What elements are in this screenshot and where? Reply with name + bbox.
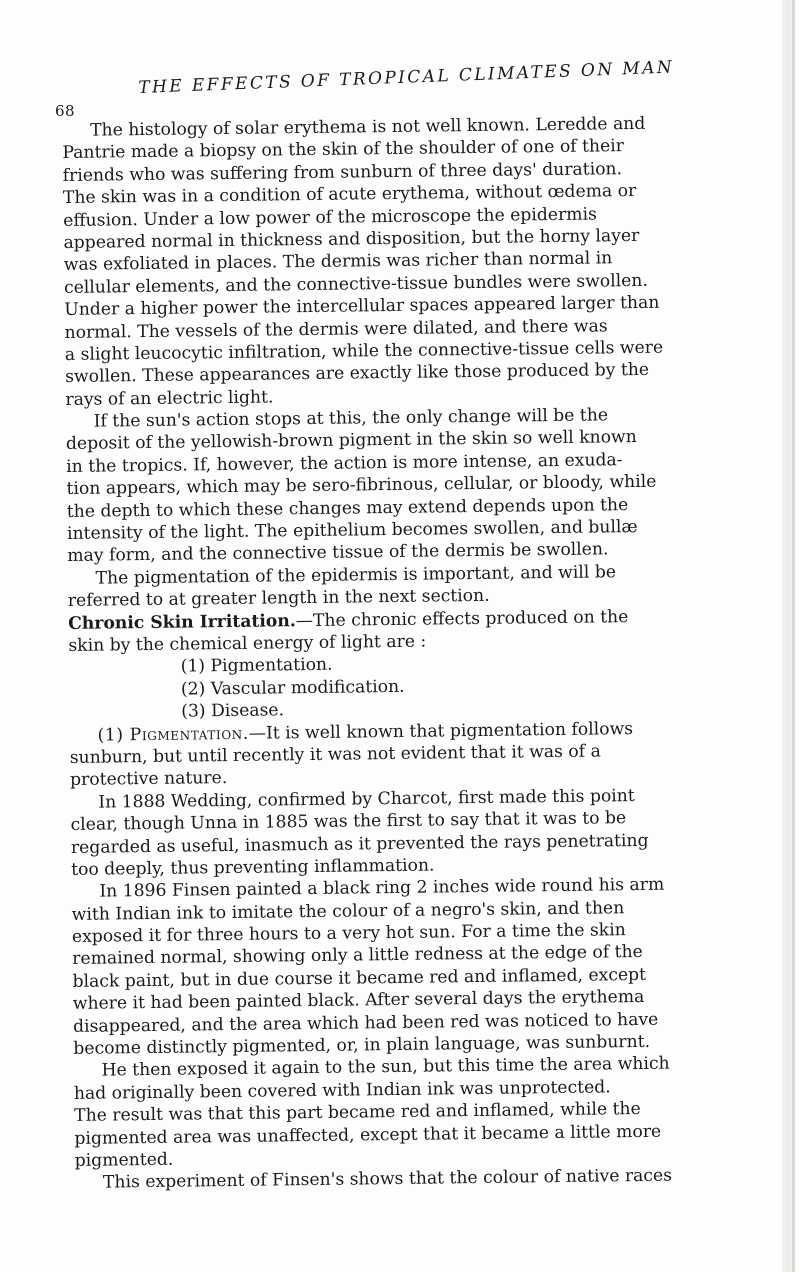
text-line: Pantrie made a biopsy on the skin of the shoulder of one of their: [62, 136, 625, 164]
list-item: (2) Vascular modification.: [180, 676, 405, 700]
page-number: 68: [55, 102, 76, 120]
text-line: The pigmentation of the epidermis is important, and will be: [95, 562, 617, 589]
text-line: had originally been covered with Indian ink was unprotected.: [73, 1077, 611, 1104]
text-line: clear, though Unna in 1885 was the first to say that it was to be: [70, 808, 627, 836]
text-line: If the sun's action stops at this, the only change will be the: [93, 405, 609, 432]
text-line: where it had been painted black. After several days the erythema: [72, 987, 645, 1015]
text-line: Chronic Skin Irritation.—The chronic effects produced on the: [68, 606, 629, 634]
text-line: was exfoliated in places. The dermis was richer than normal in: [63, 248, 613, 276]
text-line: He then exposed it again to the sun, but this time the area which: [101, 1054, 670, 1081]
list-item: (3) Disease.: [181, 700, 285, 722]
body-text: [62, 111, 775, 1194]
text-line: exposed it for three hours to a very hot sun. For a time the skin: [71, 920, 626, 948]
text-line: friends who was suffering from sunburn of three days' duration.: [62, 158, 623, 186]
text-line: In 1888 Wedding, confirmed by Charcot, first made this point: [98, 785, 635, 813]
text-line: sunburn, but until recently it was not evident that it was of a: [69, 741, 601, 768]
text-line: The histology of solar erythema is not well known. Leredde and: [90, 113, 646, 141]
text-line: (1) Pigmentation.—It is well known that pigmentation follows: [97, 718, 634, 746]
text-line: referred to at greater length in the next section.: [67, 586, 490, 612]
text-line: regarded as useful, inasmuch as it prevented the rays penetrating: [70, 830, 649, 858]
text-line: too deeply, thus preventing inflammation.: [71, 855, 435, 880]
text-line: rays of an electric light.: [65, 387, 274, 410]
text-line: appeared normal in thickness and disposition, but the horny layer: [63, 225, 640, 253]
text-line: may form, and the connective tissue of the dermis be swollen.: [67, 539, 609, 567]
text-line: The skin was in a condition of acute erythema, without œdema or: [62, 181, 637, 209]
text-line: disappeared, and the area which had been red was noticed to have: [72, 1009, 659, 1037]
text-line: normal. The vessels of the dermis were dilated, and there was: [64, 315, 608, 343]
section-heading: (1) Pigmentation.: [97, 723, 249, 746]
text-line: skin by the chemical energy of light are :: [68, 631, 427, 656]
text-line: tion appears, which may be sero-fibrinous, cellular, or bloody, while: [66, 472, 657, 500]
text-line: The result was that this part became red and inflamed, while the: [74, 1099, 641, 1127]
text-line: pigmented area was unaffected, except that it became a little more: [74, 1121, 662, 1149]
text-line: intensity of the light. The epithelium becomes swollen, and bullæ: [66, 517, 638, 544]
text-line: in the tropics. If, however, the action is more intense, an exuda-: [66, 450, 623, 477]
text-line: This experiment of Finsen's shows that the colour of native races: [102, 1165, 673, 1193]
list-item: (1) Pigmentation.: [180, 655, 333, 677]
text-line: cellular elements, and the connective-tissue bundles were swollen.: [63, 270, 649, 298]
page-header: [55, 57, 755, 120]
text-line: deposit of the yellowish-brown pigment in the skin so well known: [65, 427, 637, 455]
text-line: with Indian ink to imitate the colour of a negro's skin, and then: [71, 897, 625, 925]
page-binding-edge: [782, 0, 800, 1272]
text-line: black paint, but in due course it became red and inflamed, except: [72, 964, 647, 992]
text-line: swollen. These appearances are exactly like those produced by the: [65, 360, 650, 388]
text-line: In 1896 Finsen painted a black ring 2 inches wide round his arm: [99, 874, 665, 902]
text-line: pigmented.: [74, 1149, 174, 1171]
text-line: remained normal, showing only a little redness at the edge of the: [72, 942, 643, 970]
text-line: Under a higher power the intercellular spaces appeared larger than: [64, 292, 660, 321]
text-line: effusion. Under a low power of the microscope the epidermis: [63, 204, 597, 231]
text-line: a slight leucocytic infiltration, while the connective-tissue cells were: [64, 337, 664, 365]
running-head: THE EFFECTS OF TROPICAL CLIMATES ON MAN: [138, 57, 675, 98]
text-line: the depth to which these changes may extend depends upon the: [66, 494, 629, 522]
text-line: become distinctly pigmented, or, in plain language, was sunburnt.: [73, 1031, 651, 1059]
side-heading: Chronic Skin Irritation.: [68, 610, 296, 634]
text-line: protective nature.: [69, 768, 228, 791]
